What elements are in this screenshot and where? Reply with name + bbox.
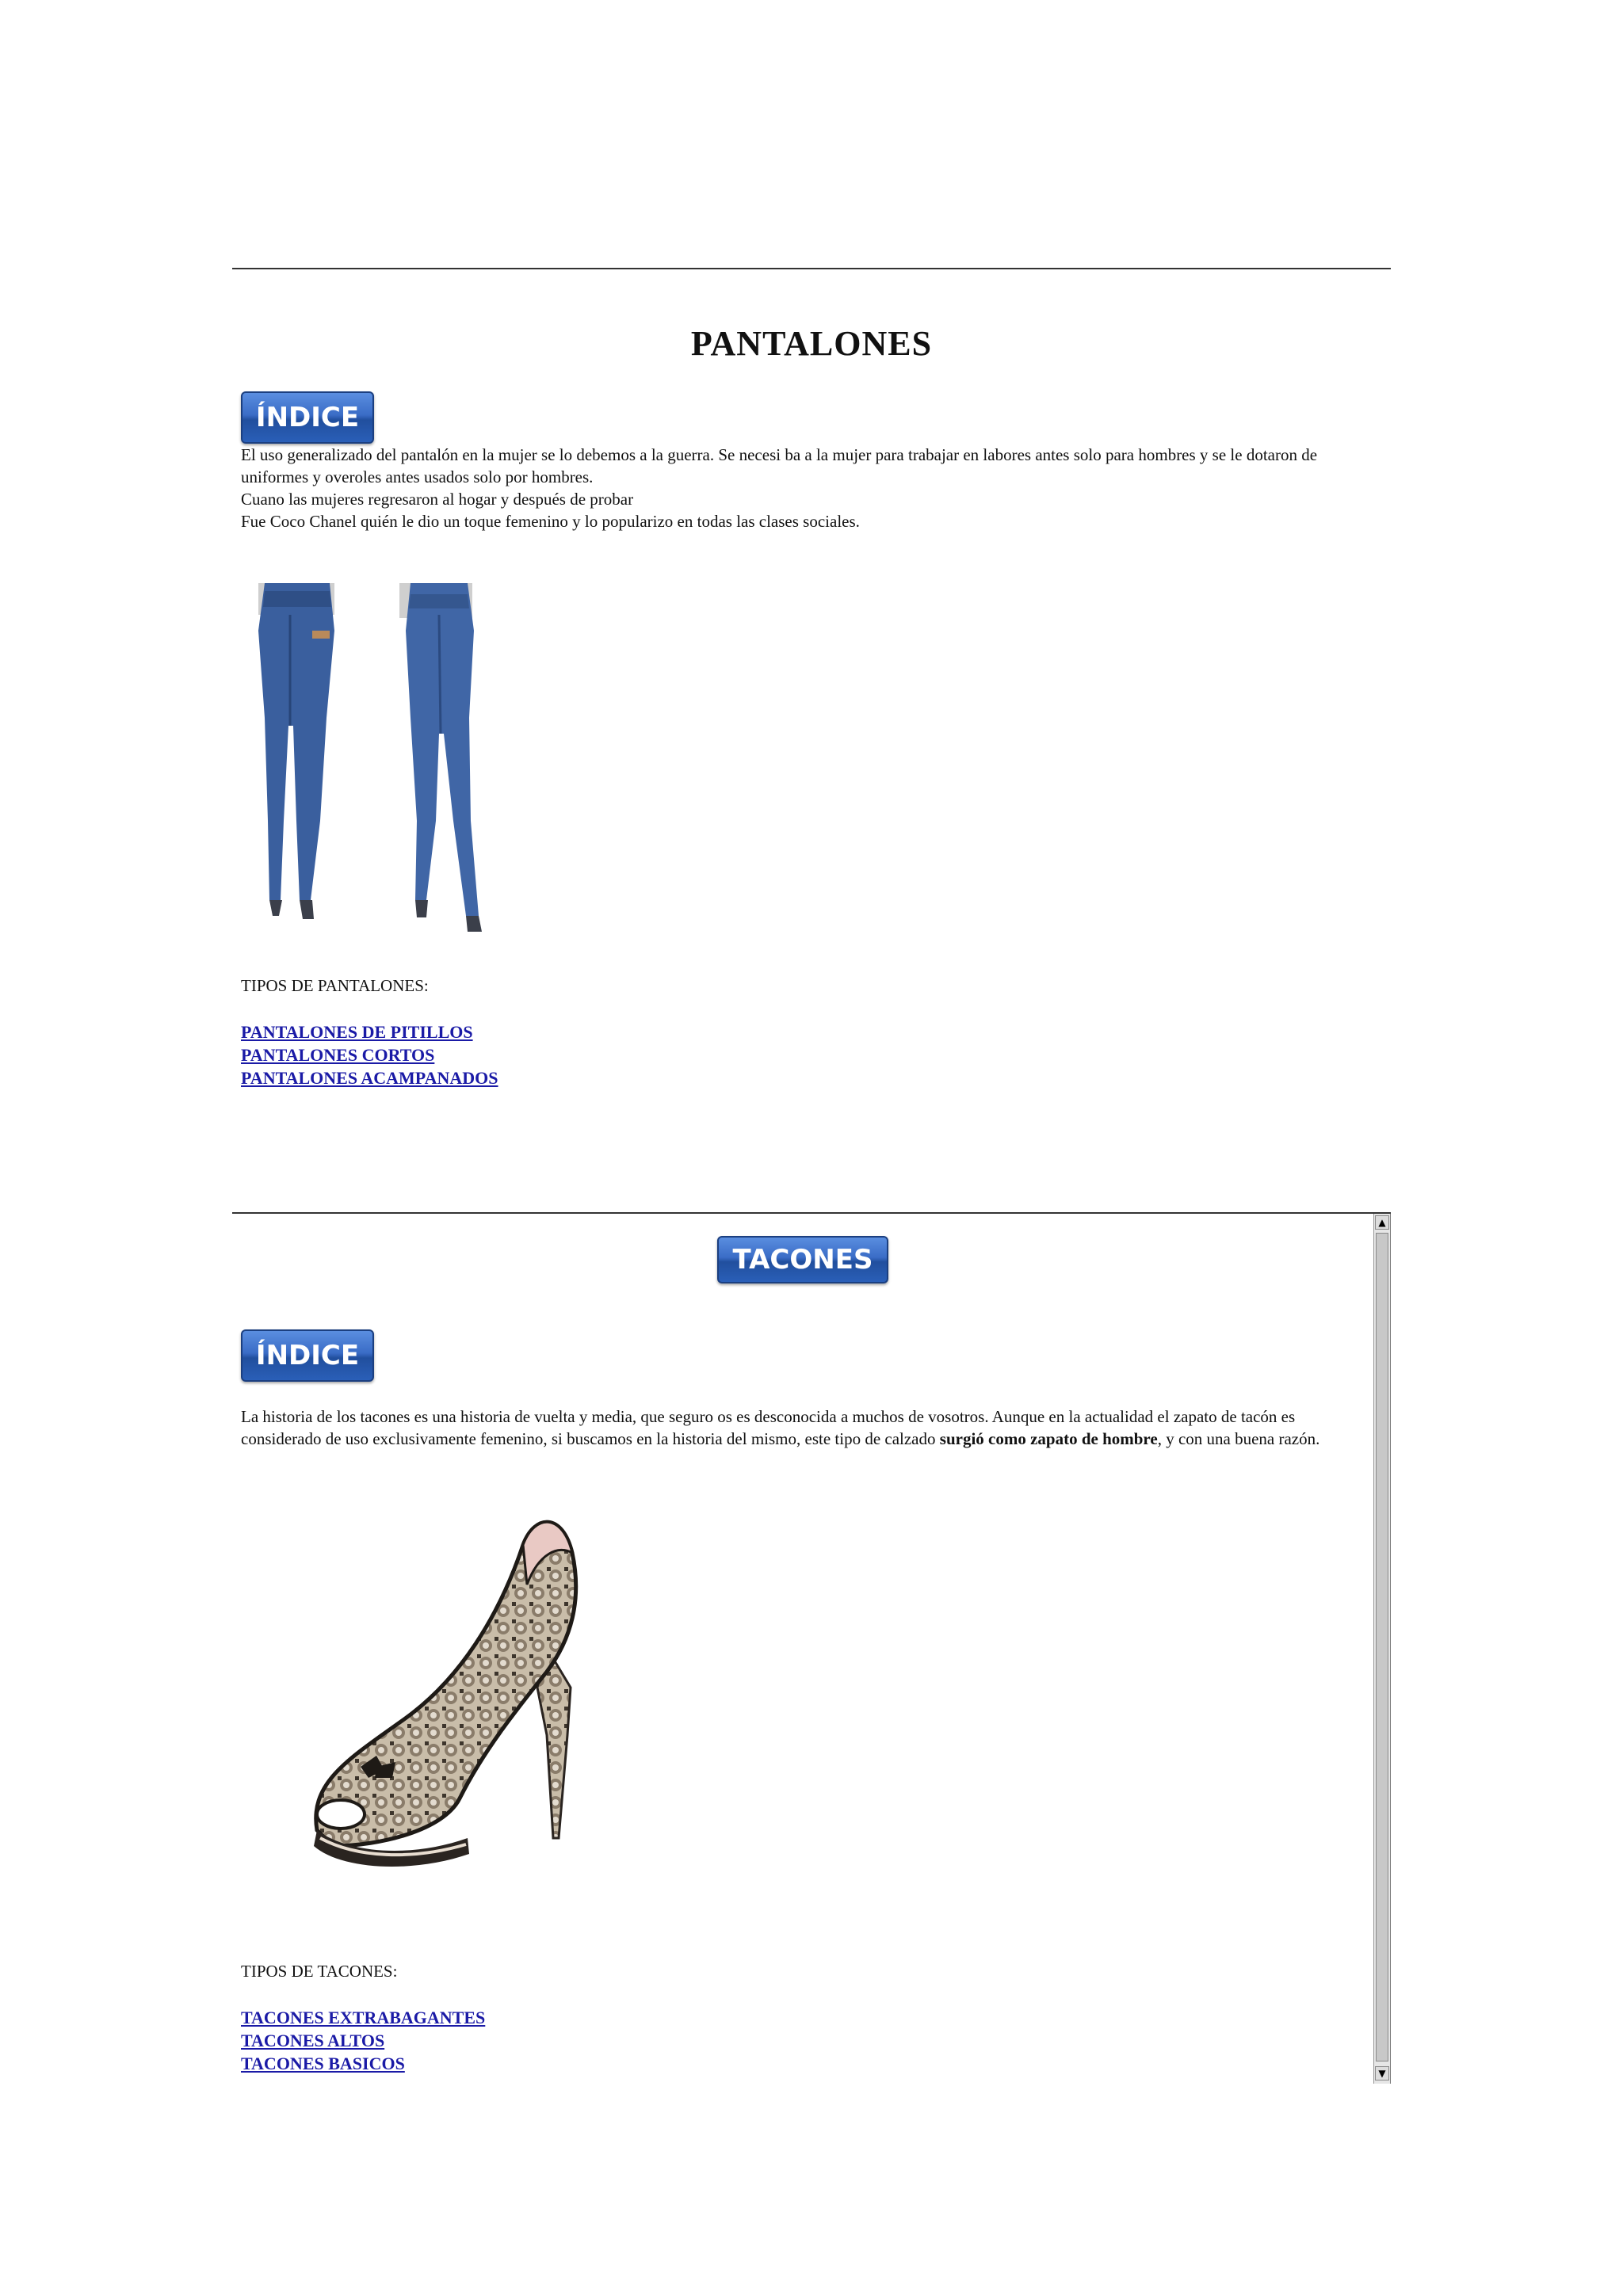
scrollbar-thumb[interactable]	[1376, 1233, 1388, 2061]
heel-shoe-image	[285, 1497, 650, 1878]
scroll-down-arrow-icon[interactable]: ▼	[1375, 2066, 1389, 2081]
heel-shoe-illustration	[285, 1497, 650, 1878]
link-pantalones-acampanados[interactable]: PANTALONES ACAMPANADOS	[241, 1068, 498, 1088]
link-pantalones-cortos[interactable]: PANTALONES CORTOS	[241, 1045, 435, 1065]
tacones-types-label: TIPOS DE TACONES:	[241, 1962, 398, 1981]
tacones-links	[241, 2006, 485, 2075]
page-title: PANTALONES	[690, 324, 933, 363]
pantalones-paragraph	[241, 444, 1366, 532]
pantalones-links	[241, 1020, 498, 1089]
tacones-title-button[interactable]: TACONES	[717, 1236, 888, 1283]
jeans-illustration	[241, 583, 574, 932]
link-pantalones-pitillos[interactable]: PANTALONES DE PITILLOS	[241, 1022, 473, 1042]
index-button[interactable]: ÍNDICE	[241, 1329, 374, 1382]
index-button[interactable]: ÍNDICE	[241, 391, 374, 444]
link-tacones-altos[interactable]: TACONES ALTOS	[241, 2031, 385, 2050]
paragraph-line: Fue Coco Chanel quién le dio un toque femenino y lo popularizo en todas las clases sociales.	[241, 512, 860, 531]
tacones-paragraph	[241, 1405, 1366, 1450]
link-tacones-extrabagantes[interactable]: TACONES EXTRABAGANTES	[241, 2008, 486, 2027]
paragraph-line: El uso generalizado del pantalón en la mujer se lo debemos a la guerra. Se necesi ba a la mujer para trabajar en labores antes solo para hombres y se le dotaron de uniformes y overoles antes usados solo por hombres.	[241, 445, 1318, 486]
jeans-image	[241, 583, 574, 932]
pantalones-types-label: TIPOS DE PANTALONES:	[241, 976, 429, 995]
paragraph-line: Cuano las mujeres regresaron al hogar y después de probar	[241, 490, 634, 509]
scroll-up-arrow-icon[interactable]: ▲	[1375, 1215, 1389, 1230]
paragraph-text: La historia de los tacones es una historia de vuelta y media, que seguro os es desconocida a muchos de vosotros. Aunque en la actualidad el zapato de tacón es considerado de uso exclusivamente femenino, si buscamos en la historia del mismo, este tipo de calzado	[241, 1407, 1296, 1448]
frame-top-divider	[232, 1212, 1391, 1214]
paragraph-bold-text: surgió como zapato de hombre	[939, 1429, 1158, 1448]
link-tacones-basicos[interactable]: TACONES BASICOS	[241, 2054, 405, 2073]
tacones-paragraph-text	[241, 1405, 1366, 1450]
top-divider	[232, 268, 1391, 269]
paragraph-text: , y con una buena razón.	[1157, 1429, 1320, 1448]
